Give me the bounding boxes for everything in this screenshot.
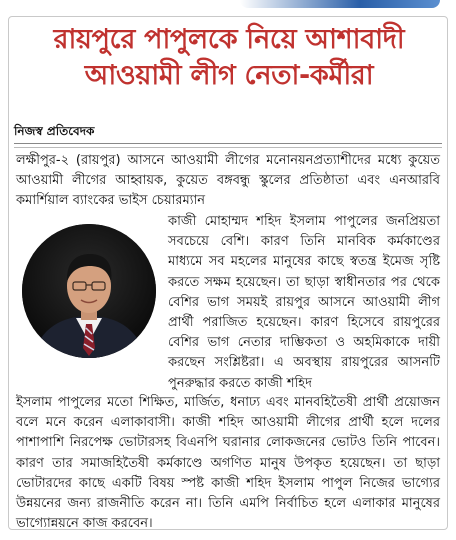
blue-swoosh-decoration (240, 0, 440, 8)
article-paragraph-intro: লক্ষীপুর-২ (রায়পুর) আসনে আওয়ামী লীগের মনোনয়নপ্রত্যাশীদের মধ্যে কুয়েত আওয়ামী লীগের আহ্বায়ক, কুয়েত বঙ্গবন্ধু স্কুলের প্রতিষ্ঠাতা এবং এনআরবি কমার্শিয়াল ব্যাংকের ভাইস চেয়ারম্যান (16, 153, 440, 209)
portrait-illustration (22, 224, 156, 358)
byline-divider (14, 143, 442, 144)
portrait-photo (22, 224, 156, 358)
byline: নিজস্ব প্রতিবেদক (14, 124, 95, 138)
article-paragraph-main: কাজী মোহাম্মদ শহিদ ইসলাম পাপুলের জনপ্রিয়তা সবচেয়ে বেশি। কারণ তিনি মানবিক কর্মকাণ্ডের মাধ্যমে সব মহলের মানুষের কাছে স্বতন্ত্র ইমেজ সৃষ্টি করতে সক্ষম হয়েছেন। তা ছাড়া স্বাধীনতার পর থেকে বেশির ভাগ সময়ই রায়পুর আসনে আওয়ামী লীগ প্রার্থী পরাজিত হয়েছেন। কারণ হিসেবে রায়পুরের বেশির ভাগ নেতার দাম্ভিকতা ও অহমিকাকে দায়ী করছেন সংশ্লিষ্টরা। এ অবস্থায় রায়পুরের আসনটি পুনরুদ্ধার করতে কাজী শহিদ (168, 214, 440, 391)
headline-line-2: আওয়ামী লীগ নেতা-কর্মীরা (84, 60, 374, 91)
top-decorative-band (0, 0, 456, 14)
article-headline (14, 22, 444, 94)
byline-divider-secondary (14, 147, 442, 148)
headline-line-1: রায়পুরে পাপুলকে নিয়ে আশাবাদী (53, 24, 405, 55)
article-paragraph-closing: ইসলাম পাপুলের মতো শিক্ষিত, মার্জিত, ধনাঢ্য এবং মানবহিতৈষী প্রার্থী প্রয়োজন বলে মনে করেন এলাকাবাসী। কাজী শহিদ আওয়ামী লীগের প্রার্থী হলে দলের পাশাপাশি নিরপেক্ষ ভোটারসহ বিএনপি ঘরানার লোকজনের ভোটও তিনি পাবেন। কারণ তার সমাজহিতৈষী কর্মকাণ্ডে অগণিত মানুষ উপকৃত হয়েছেন। তা ছাড়া ভোটারদের কাছে একটি বিষয় স্পষ্ট কাজী শহিদ ইসলাম পাপুল নিজের ভাগ্যের উন্নয়নের জন্য রাজনীতি করেন না। তিনি এমপি নির্বাচিত হলে এলাকার মানুষের ভাগ্যোন্নয়নে কাজ করবেন। (16, 395, 440, 532)
